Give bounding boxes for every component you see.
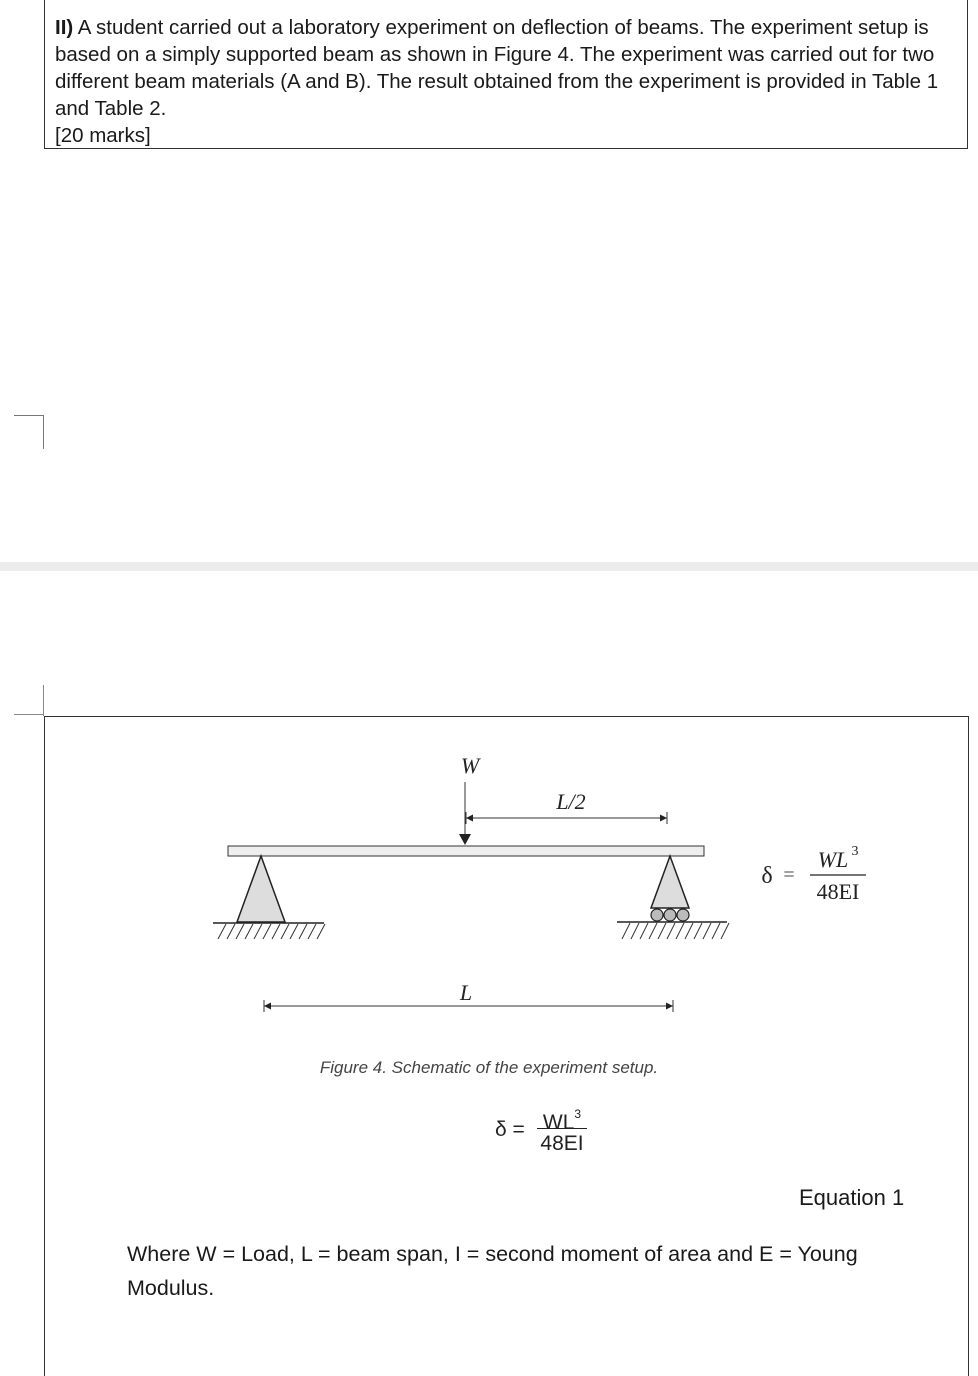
question-marks: [20 marks] xyxy=(55,124,151,147)
equation-numerator: WL xyxy=(542,1111,575,1134)
question-body: A student carried out a laboratory experiment on deflection of beams. The experiment setup is based on a simply supported beam as shown in Figure 4. The experiment was carried out for two different beam materials (A and B). The result obtained from the experiment is provided in Table 1 and Table 2. xyxy=(55,16,939,120)
equation-exponent: 3 xyxy=(574,1107,582,1121)
half-span-label: L/2 xyxy=(556,789,586,814)
equation-denominator: 48EI xyxy=(540,1132,584,1155)
variable-definitions: Where W = Load, L = beam span, I = second moment of area and E = Young Modulus. xyxy=(127,1242,858,1300)
figure-formula-denominator: 48EI xyxy=(816,879,860,904)
equation-lhs: δ = xyxy=(495,1118,525,1141)
roller-support xyxy=(617,856,729,939)
figure-formula-delta: δ xyxy=(761,863,773,889)
span-label: L xyxy=(459,980,473,1005)
figure-formula-exponent: 3 xyxy=(851,844,859,859)
figure-caption: Figure 4. Schematic of the experiment setup. xyxy=(319,1058,659,1077)
figure-formula xyxy=(761,844,866,904)
equation-label: Equation 1 xyxy=(799,1185,905,1210)
figure-formula-numerator: WL xyxy=(817,847,849,872)
equation-fraction xyxy=(537,1100,587,1159)
pin-support xyxy=(213,856,325,939)
load-arrow xyxy=(459,782,471,845)
figure-formula-equals: = xyxy=(783,864,795,886)
load-label: W xyxy=(460,753,480,778)
question-number: II) xyxy=(55,16,74,39)
beam xyxy=(228,846,704,856)
equation-numerator-wrap xyxy=(537,1100,587,1134)
